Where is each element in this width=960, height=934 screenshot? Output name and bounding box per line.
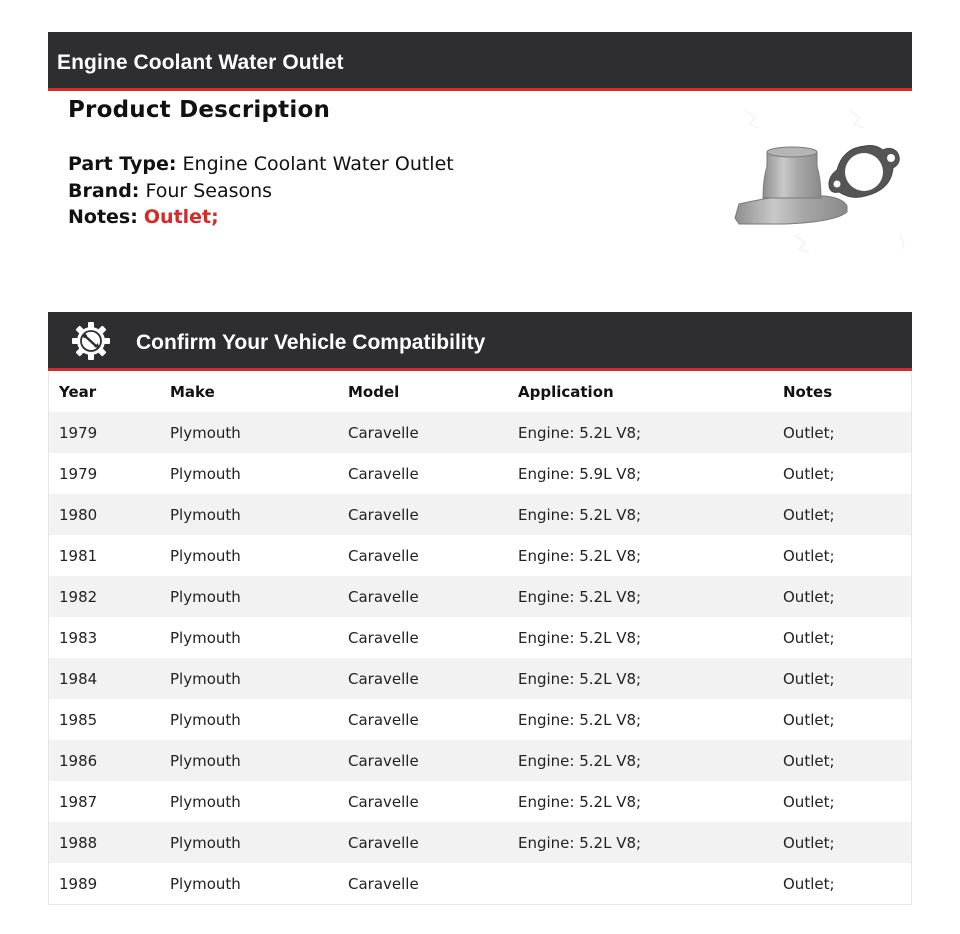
table-row — [49, 863, 911, 904]
column-header-make: Make — [170, 382, 215, 401]
cell-notes: Outlet; — [783, 669, 835, 688]
table-row — [49, 740, 911, 781]
cell-year: 1983 — [59, 628, 98, 647]
table-row — [49, 822, 911, 863]
cell-application — [508, 863, 773, 904]
product-description-heading: Product Description — [68, 97, 331, 123]
product-details — [68, 151, 454, 231]
cell-make: Plymouth — [170, 587, 241, 606]
cell-model: Caravelle — [348, 751, 419, 770]
column-header-notes: Notes — [783, 382, 833, 401]
cell-application: Engine: 5.2L V8; — [518, 833, 642, 852]
cell-make: Plymouth — [170, 792, 241, 811]
cell-application: Engine: 5.2L V8; — [518, 628, 642, 647]
part-type-line — [68, 151, 454, 178]
table-row — [49, 453, 911, 494]
cell-model: Caravelle — [348, 833, 419, 852]
column-header-model: Model — [348, 382, 400, 401]
cell-application: Engine: 5.2L V8; — [518, 505, 642, 524]
cell-model: Caravelle — [348, 587, 419, 606]
cell-year: 1988 — [59, 833, 98, 852]
table-header-row — [49, 371, 911, 412]
part-type-value: Engine Coolant Water Outlet — [182, 153, 454, 175]
cell-notes: Outlet; — [783, 628, 835, 647]
cell-model: Caravelle — [348, 464, 419, 483]
page-title: Engine Coolant Water Outlet — [57, 51, 344, 74]
column-header-application: Application — [518, 382, 614, 401]
cell-notes: Outlet; — [783, 833, 835, 852]
product-image — [725, 100, 915, 260]
cell-model: Caravelle — [348, 710, 419, 729]
cell-notes: Outlet; — [783, 505, 835, 524]
cell-notes: Outlet; — [783, 464, 835, 483]
cell-make: Plymouth — [170, 464, 241, 483]
cell-application: Engine: 5.2L V8; — [518, 792, 642, 811]
cell-make: Plymouth — [170, 423, 241, 442]
cell-make: Plymouth — [170, 874, 241, 893]
cell-application: Engine: 5.2L V8; — [518, 751, 642, 770]
cell-model: Caravelle — [348, 423, 419, 442]
notes-label: Notes: — [68, 206, 138, 228]
cell-model: Caravelle — [348, 792, 419, 811]
compatibility-title: Confirm Your Vehicle Compatibility — [136, 331, 486, 354]
table-row — [49, 658, 911, 699]
compatibility-table — [48, 371, 912, 905]
cell-make: Plymouth — [170, 669, 241, 688]
cell-notes: Outlet; — [783, 587, 835, 606]
cell-model: Caravelle — [348, 669, 419, 688]
brand-label: Brand: — [68, 179, 140, 202]
cell-notes: Outlet; — [783, 751, 835, 770]
table-row — [49, 699, 911, 740]
table-row — [49, 535, 911, 576]
cell-year: 1979 — [59, 464, 98, 483]
cell-year: 1980 — [59, 505, 98, 524]
cell-make: Plymouth — [170, 710, 241, 729]
cell-notes: Outlet; — [783, 423, 835, 442]
gear-wrench-icon — [70, 320, 112, 362]
cell-model: Caravelle — [348, 546, 419, 565]
compatibility-bar — [48, 312, 912, 371]
cell-year: 1984 — [59, 669, 98, 688]
cell-make: Plymouth — [170, 546, 241, 565]
cell-model: Caravelle — [348, 628, 419, 647]
cell-make: Plymouth — [170, 628, 241, 647]
notes-value: Outlet; — [143, 206, 219, 228]
cell-notes: Outlet; — [783, 792, 835, 811]
cell-notes: Outlet; — [783, 874, 835, 893]
table-row — [49, 412, 911, 453]
cell-notes: Outlet; — [783, 710, 835, 729]
notes-line — [68, 204, 454, 231]
cell-application: Engine: 5.2L V8; — [518, 669, 642, 688]
cell-application: Engine: 5.2L V8; — [518, 587, 642, 606]
brand-value: Four Seasons — [145, 179, 273, 202]
cell-year: 1982 — [59, 587, 98, 606]
cell-year: 1979 — [59, 423, 98, 442]
part-type-label: Part Type: — [68, 153, 177, 175]
cell-year: 1981 — [59, 546, 98, 565]
cell-notes: Outlet; — [783, 546, 835, 565]
cell-make: Plymouth — [170, 833, 241, 852]
cell-application: Engine: 5.9L V8; — [518, 464, 642, 483]
table-row — [49, 494, 911, 535]
table-row — [49, 576, 911, 617]
cell-application: Engine: 5.2L V8; — [518, 546, 642, 565]
cell-application: Engine: 5.2L V8; — [518, 423, 642, 442]
column-header-year: Year — [59, 382, 97, 401]
cell-make: Plymouth — [170, 505, 241, 524]
cell-application: Engine: 5.2L V8; — [518, 710, 642, 729]
cell-year: 1985 — [59, 710, 98, 729]
cell-year: 1987 — [59, 792, 98, 811]
cell-make: Plymouth — [170, 751, 241, 770]
title-bar — [48, 32, 912, 91]
cell-model: Caravelle — [348, 874, 419, 893]
table-row — [49, 617, 911, 658]
cell-model: Caravelle — [348, 505, 419, 524]
table-row — [49, 781, 911, 822]
cell-year: 1989 — [59, 874, 98, 893]
cell-year: 1986 — [59, 751, 98, 770]
brand-line — [68, 178, 454, 205]
